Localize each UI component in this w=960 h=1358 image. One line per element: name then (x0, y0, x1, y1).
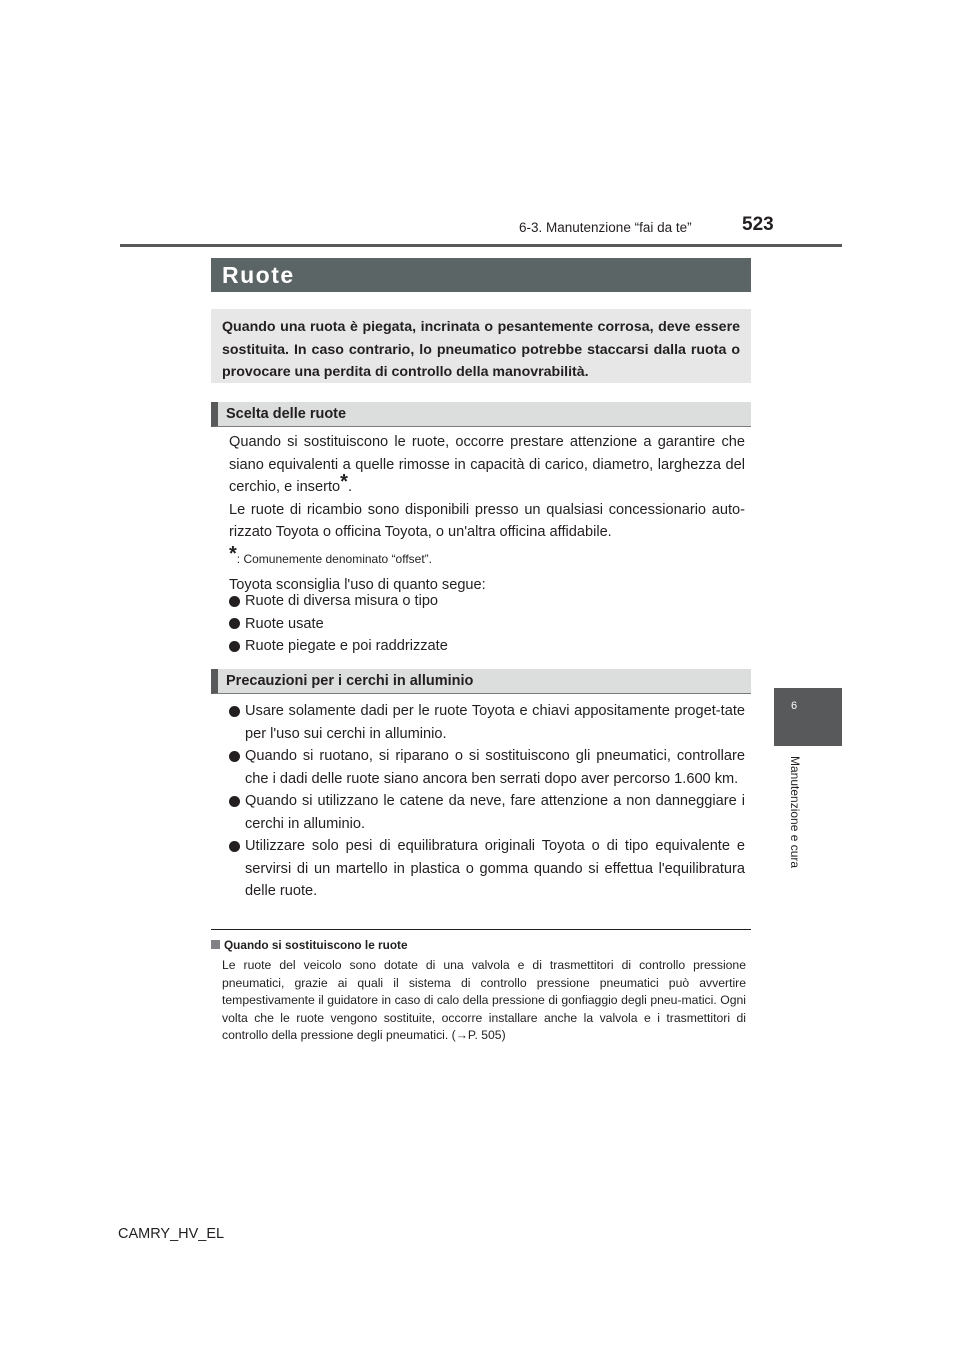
bullet-icon (229, 751, 240, 762)
note-heading-text: Quando si sostituiscono le ruote (224, 938, 408, 952)
paragraph-end: . (347, 479, 352, 495)
section1-body (229, 431, 745, 597)
list-item-text: Usare solamente dadi per le ruote Toyota e chiavi appositamente proget-tate per l'uso sui cerchi in alluminio. (245, 703, 745, 742)
footnote (229, 542, 745, 571)
list-intro: Toyota sconsiglia l'uso di quanto segue: (229, 577, 486, 593)
bullet-icon (229, 706, 240, 717)
footnote-marker: * (340, 471, 348, 493)
list-item-text: Ruote piegate e poi raddrizzate (245, 638, 448, 654)
page-number: 523 (742, 214, 774, 235)
page-title: Ruote (211, 258, 751, 292)
section-heading-wheel-choice: Scelta delle ruote (211, 402, 751, 427)
bullet-icon (229, 596, 240, 607)
list-item (229, 835, 745, 903)
list-item (229, 745, 745, 790)
precautions-list (229, 700, 745, 903)
section1-paragraph (229, 431, 745, 499)
list-item (229, 590, 745, 613)
chapter-tab (774, 688, 842, 746)
list-item (229, 635, 745, 658)
list-item (229, 700, 745, 745)
list-item-text: Quando si utilizzano le catene da neve, fare attenzione a non danneggiare i cerchi in alluminio. (245, 793, 745, 832)
footnote-marker: * (229, 542, 237, 565)
bullet-icon (229, 618, 240, 629)
section-heading-alloy-precautions: Precauzioni per i cerchi in alluminio (211, 669, 751, 694)
header-section-title: 6-3. Manutenzione “fai da te” (519, 220, 692, 235)
bullet-icon (229, 796, 240, 807)
bullet-icon (229, 841, 240, 852)
section1-paragraph-2: Le ruote di ricambio sono disponibili presso un qualsiasi concessionario auto-rizzato Toyota o officina Toyota, o un'altra officina affidabile. (229, 501, 745, 540)
avoid-list (229, 590, 745, 658)
list-item-text: Ruote usate (245, 615, 324, 632)
chapter-label: Manutenzione e cura (788, 756, 802, 869)
note-heading (211, 938, 408, 952)
paragraph-text: Quando si sostituiscono le ruote, occorre prestare attenzione a garantire che siano equivalenti a quelle rimosse in capacità di carico, diametro, larghezza del cerchio, e inserto (229, 434, 745, 495)
list-item (229, 613, 745, 636)
intro-box: Quando una ruota è piegata, incrinata o pesantemente corrosa, deve essere sostituita. In caso contrario, lo pneumatico potrebbe staccarsi dalla ruota o provocare una perdita di controllo della manovrabilità. (211, 309, 751, 383)
list-item-text: Utilizzare solo pesi di equilibratura originali Toyota o di tipo equivalente e servirsi di un martello in plastica o gomma quando si effettua l'equilibratura delle ruote. (245, 838, 745, 899)
note-body: Le ruote del veicolo sono dotate di una valvola e di trasmettitori di controllo pressione pneumatici, grazie ai quali il sistema di controllo pressione pneumatici può avvertire tempestivamente il guidatore in caso di calo della pressione di gonfiaggio degli pneu-matici. Ogni volta che le ruote vengono sostituite, occorre installare anche la valvola e i trasmettitori di controllo della pressione degli pneumatici. (→P. 505) (222, 958, 746, 1042)
list-item-text: Quando si ruotano, si riparano o si sostituiscono gli pneumatici, controllare che i dadi delle ruote siano ancora ben serrati dopo aver percorso 1.600 km. (245, 748, 745, 787)
chapter-number: 6 (790, 700, 798, 712)
footnote-text: : Comunemente denominato “offset”. (236, 551, 433, 566)
note-divider (211, 929, 751, 930)
bullet-icon (229, 641, 240, 652)
header-divider (120, 244, 842, 247)
list-item-text: Ruote di diversa misura o tipo (245, 593, 439, 609)
square-bullet-icon (211, 940, 220, 949)
footer-model-code: CAMRY_HV_EL (118, 1226, 225, 1242)
list-item (229, 790, 745, 835)
